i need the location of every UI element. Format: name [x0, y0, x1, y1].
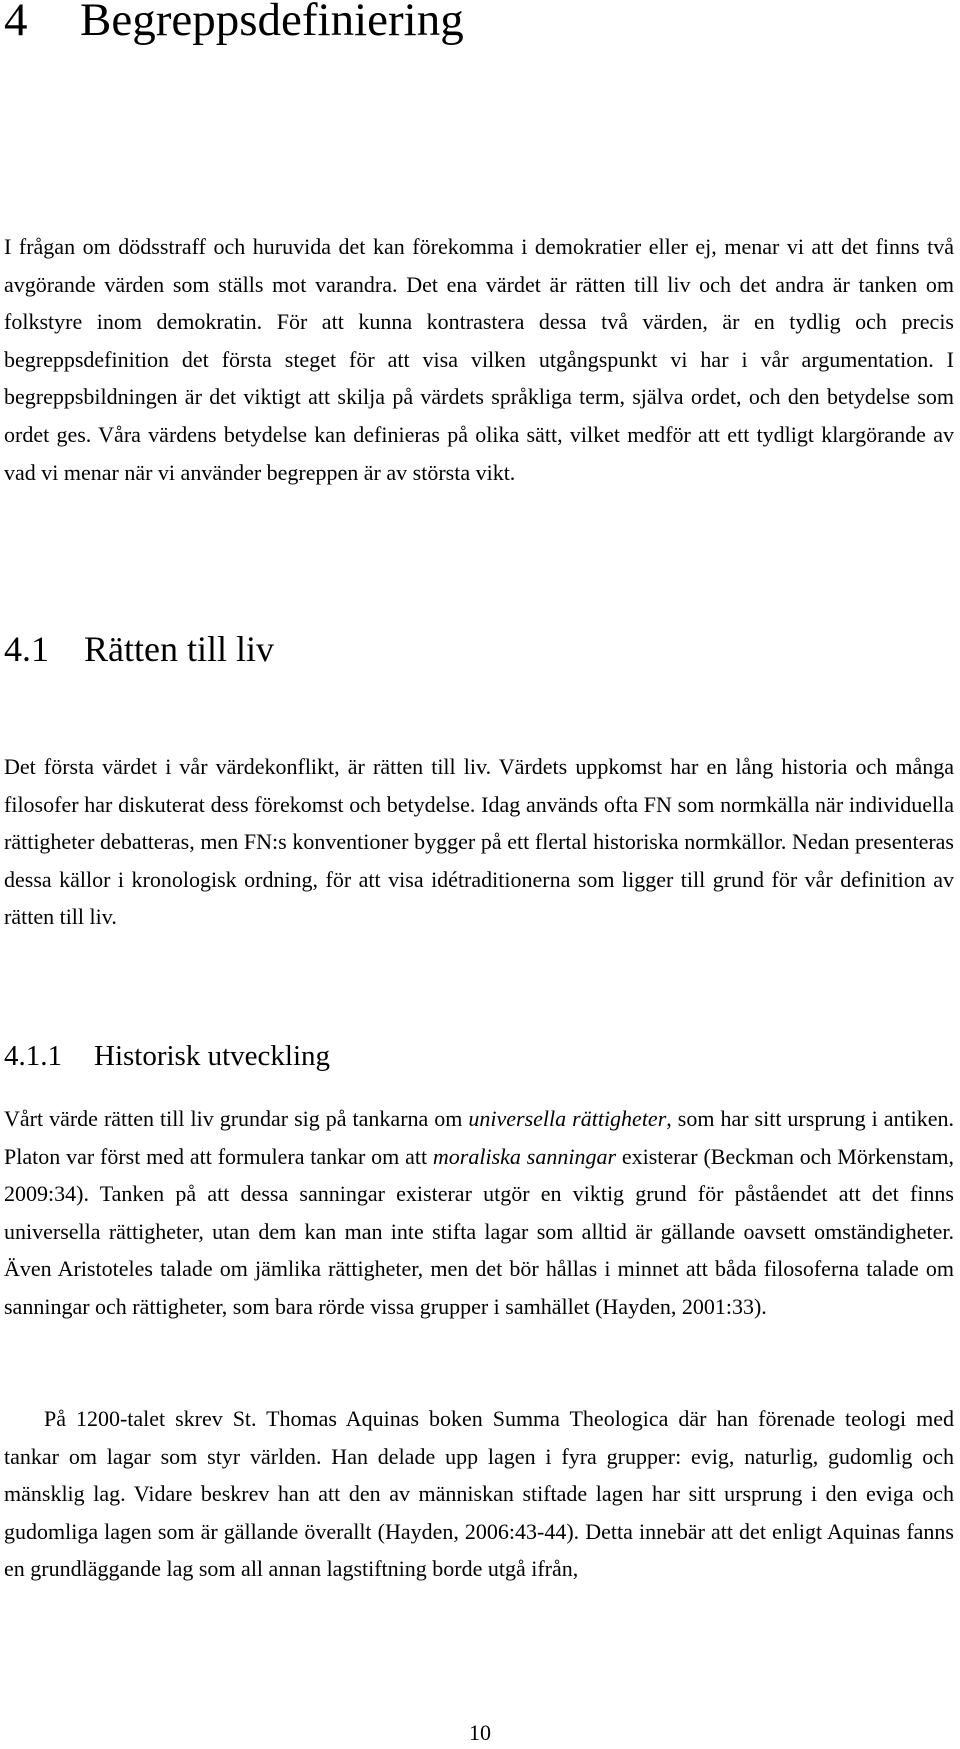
subsection-number: 4.1.1: [4, 1040, 62, 1072]
subsection-paragraph-1: [4, 1100, 954, 1326]
chapter-title: Begreppsdefiniering: [80, 0, 464, 46]
subsection-heading: [4, 1036, 330, 1076]
section-heading: [4, 626, 274, 672]
chapter-heading: [4, 0, 464, 52]
chapter-intro-paragraph: I frågan om dödsstraff och huruvida det kan förekomma i demokratier eller ej, menar vi att det finns två avgörande värden som ställs mot varandra. Det ena värdet är rätten till liv och det andra är tanken om folkstyre inom demokratin. För att kunna kontrastera dessa två värden, är en tydlig och precis begreppsdefinition det första steget för att visa vilken utgångspunkt vi har i vår argumentation. I begreppsbildningen är det viktigt att skilja på värdets språkliga term, själva ordet, och den betydelse som ordet ges. Våra värdens betydelse kan definieras på olika sätt, vilket medför att ett tydligt klargörande av vad vi menar när vi använder begreppen är av största vikt.: [4, 234, 954, 485]
section-number: 4.1: [4, 629, 49, 669]
subsection-title: Historisk utveckling: [94, 1040, 331, 1072]
paragraph-text: Vårt värde rätten till liv grundar sig på tankarna om: [4, 1106, 469, 1131]
section-title: Rätten till liv: [84, 629, 274, 669]
subsection-paragraph-2: På 1200-talet skrev St. Thomas Aquinas boken Summa Theologica där han förenade teologi med tankar om lagar som styr världen. Han delade upp lagen i fyra grupper: evig, naturlig, gudomlig och mänsklig lag. Vidare beskrev han att den av människan stiftade lagen har sitt ursprung i den eviga och gudomliga lagen som är gällande överallt (Hayden, 2006:43-44). Detta innebär att det enligt Aquinas fanns en grundläggande lag som all annan lagstiftning borde utgå ifrån,: [4, 1406, 954, 1582]
paragraph-text: , som har sitt ursprung i antiken. Platon var först med att formulera tankar om att: [4, 1106, 955, 1169]
section-body-paragraph: Det första värdet i vår värdekonflikt, är rätten till liv. Värdets uppkomst har en lång historia och många filosofer har diskuterat dess förekomst och betydelse. Idag används ofta FN som normkälla när individuella rättigheter debatteras, men FN:s konventioner bygger på ett flertal historiska normkällor. Nedan presenteras dessa källor i kronologisk ordning, för att visa idétraditionerna som ligger till grund för vår definition av rätten till liv.: [4, 754, 954, 930]
emphasis-moral-truths: moraliska sanningar: [432, 1143, 617, 1169]
page-number: 10: [469, 1720, 491, 1745]
paragraph-text: existerar (Beckman och Mörkenstam, 2009:34). Tanken på att dessa sanningar existerar utgör en viktig grund för påståendet att det finns universella rättigheter, utan dem kan man inte stifta lagar som alltid är gällande oavsett omständigheter. Även Aristoteles talade om jämlika rättigheter, men det bör hållas i minnet att båda filosoferna talade om sanningar och rättigheter, som bara rörde vissa grupper i samhället (Hayden, 2001:33).: [4, 1143, 955, 1319]
chapter-number: 4: [4, 0, 28, 46]
emphasis-universal-rights: universella rättigheter: [468, 1106, 667, 1131]
